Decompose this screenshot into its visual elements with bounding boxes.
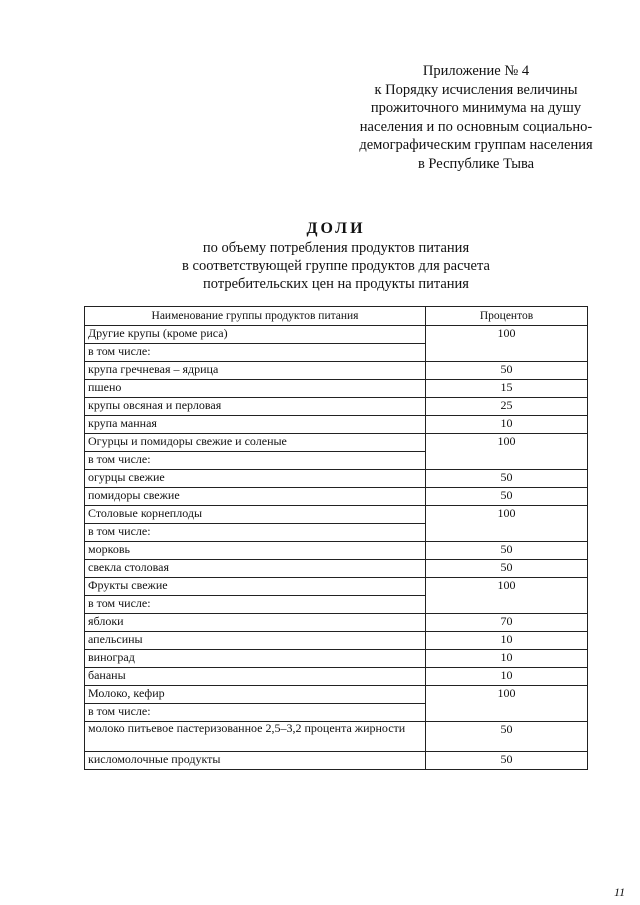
percent-value: 15	[426, 380, 588, 398]
table-row	[85, 326, 588, 344]
percent-value: 100	[426, 506, 588, 542]
product-group-name: крупа манная	[85, 416, 426, 434]
percent-value: 10	[426, 668, 588, 686]
column-header-percent: Процентов	[426, 307, 588, 326]
product-group-name: помидоры свежие	[85, 488, 426, 506]
percent-value: 50	[426, 488, 588, 506]
percent-value: 10	[426, 650, 588, 668]
percent-value: 10	[426, 416, 588, 434]
page-number: 11	[614, 885, 626, 899]
table-row	[85, 752, 588, 770]
document-title: ДОЛИ	[306, 220, 366, 237]
product-group-name: яблоки	[85, 614, 426, 632]
document-subtitle	[0, 239, 640, 293]
subtitle-line: потребительских цен на продукты питания	[203, 276, 469, 292]
table-row	[85, 488, 588, 506]
table-row	[85, 560, 588, 578]
product-group-name: в том числе:	[85, 524, 426, 542]
product-group-name: в том числе:	[85, 344, 426, 362]
appendix-line: к Порядку исчисления величины	[374, 81, 578, 98]
product-group-name: крупы овсяная и перловая	[85, 398, 426, 416]
table-row	[85, 470, 588, 488]
product-group-name: морковь	[85, 542, 426, 560]
subtitle-line: по объему потребления продуктов питания	[202, 240, 470, 256]
percent-value: 100	[426, 578, 588, 614]
product-group-name: пшено	[85, 380, 426, 398]
product-group-name: Огурцы и помидоры свежие и соленые	[85, 434, 426, 452]
appendix-line: Приложение № 4	[422, 63, 530, 79]
appendix-line: прожиточного минимума на душу	[370, 100, 582, 116]
appendix-header	[340, 62, 612, 173]
table-row	[85, 506, 588, 524]
product-group-name: Молоко, кефир	[85, 686, 426, 704]
percent-value: 50	[426, 362, 588, 380]
product-group-name: Столовые корнеплоды	[85, 506, 426, 524]
product-group-name: виноград	[85, 650, 426, 668]
table-row	[85, 434, 588, 452]
product-group-name: бананы	[85, 668, 426, 686]
table-row	[85, 650, 588, 668]
percent-value: 50	[426, 470, 588, 488]
percent-value: 100	[426, 434, 588, 470]
product-group-name: апельсины	[85, 632, 426, 650]
table-row	[85, 542, 588, 560]
product-group-name: крупа гречневая – ядрица	[85, 362, 426, 380]
product-group-name: огурцы свежие	[85, 470, 426, 488]
subtitle-line: в соответствующей группе продуктов для расчета	[182, 258, 490, 274]
product-group-name: в том числе:	[85, 704, 426, 722]
percent-value: 50	[426, 722, 588, 752]
percent-value: 50	[426, 752, 588, 770]
table-row	[85, 398, 588, 416]
table-row	[85, 686, 588, 704]
table-row	[85, 668, 588, 686]
percent-value: 10	[426, 632, 588, 650]
product-group-name: Другие крупы (кроме риса)	[85, 326, 426, 344]
table-body	[85, 326, 588, 770]
table-row	[85, 416, 588, 434]
column-header-name: Наименование группы продуктов питания	[85, 307, 426, 326]
appendix-line: в Республике Тыва	[417, 155, 535, 172]
shares-table	[84, 306, 588, 770]
percent-value: 50	[426, 542, 588, 560]
table-row	[85, 722, 588, 752]
product-group-name: кисломолочные продукты	[85, 752, 426, 770]
product-group-name: Фрукты свежие	[85, 578, 426, 596]
percent-value: 70	[426, 614, 588, 632]
percent-value: 100	[426, 326, 588, 362]
table-row	[85, 362, 588, 380]
appendix-line: населения и по основным социально-	[359, 118, 593, 135]
appendix-line: демографическим группам населения	[359, 137, 593, 153]
product-group-name: в том числе:	[85, 452, 426, 470]
table-header-row	[85, 307, 588, 326]
percent-value: 50	[426, 560, 588, 578]
percent-value: 100	[426, 686, 588, 722]
table-row	[85, 578, 588, 596]
product-group-name: свекла столовая	[85, 560, 426, 578]
product-group-name: в том числе:	[85, 596, 426, 614]
percent-value: 25	[426, 398, 588, 416]
table-row	[85, 632, 588, 650]
table-row	[85, 614, 588, 632]
product-group-name: молоко питьевое пастеризованное 2,5–3,2 процента жирности	[85, 722, 426, 752]
table-row	[85, 380, 588, 398]
